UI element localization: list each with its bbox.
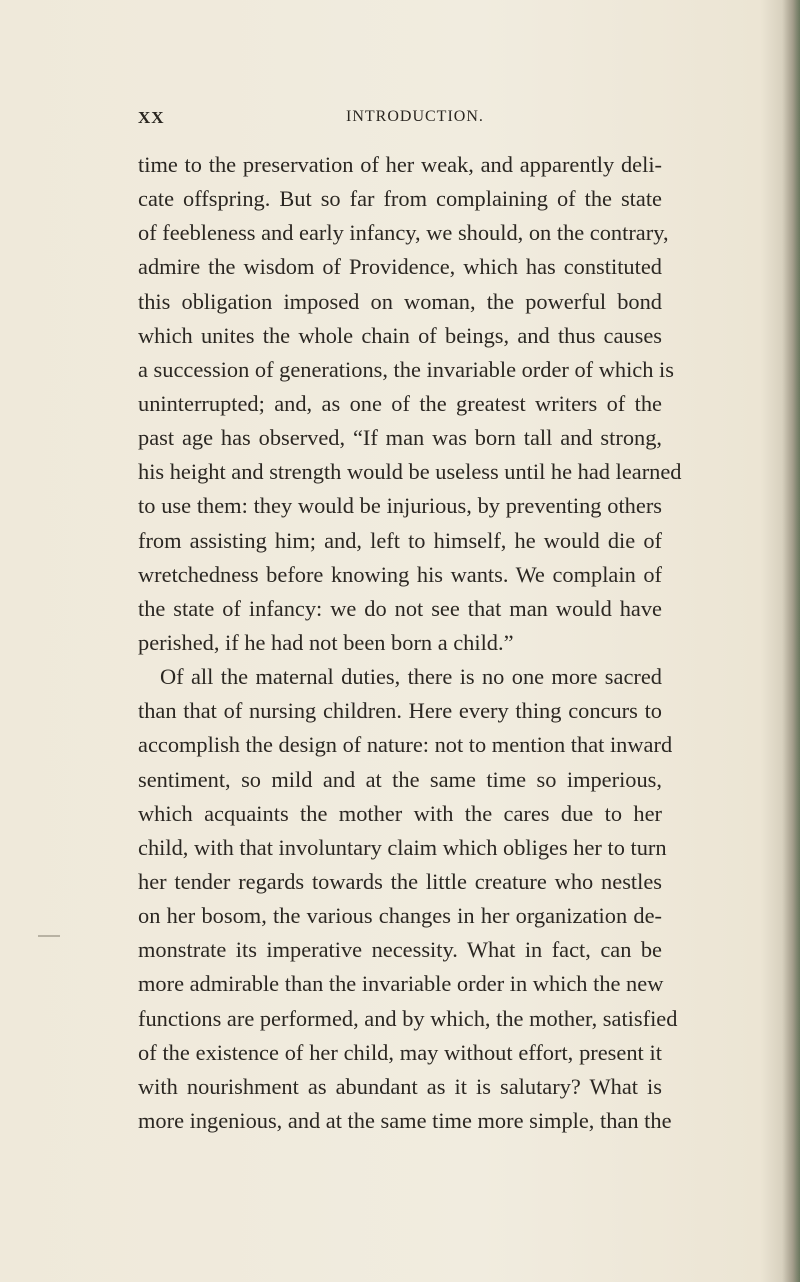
text-line: of the existence of her child, may without effort, present it [138,1039,662,1065]
paragraph-first-line: Of all the maternal duties, there is no one more sacred [160,664,662,690]
text-line: a succession of generations, the invariable order of which is [138,356,674,382]
text-line: wretchedness before knowing his wants. We complain of [138,561,662,587]
text-line: sentiment, so mild and at the same time so imperious, [138,766,662,792]
text-line: which unites the whole chain of beings, and thus causes [138,322,662,348]
text-line: the state of infancy: we do not see that man would have [138,595,662,621]
text-line: to use them: they would be injurious, by preventing others [138,493,662,519]
text-line: from assisting him; and, left to himself, he would die of [138,527,662,553]
text-line: functions are performed, and by which, the mother, satisfied [138,1005,678,1031]
page-mark [38,935,60,937]
text-line: time to the preservation of her weak, and apparently deli- [138,152,662,177]
text-line: cate offspring. But so far from complaining of the state [138,186,662,212]
text-line: with nourishment as abundant as it is salutary? What is [138,1073,662,1099]
text-line: child, with that involuntary claim which obliges her to turn [138,834,667,860]
text-line: admire the wisdom of Providence, which has constituted [138,254,662,280]
text-line: past age has observed, “If man was born tall and strong, [138,425,662,451]
text-line: accomplish the design of nature: not to mention that inward [138,732,673,758]
text-line: uninterrupted; and, as one of the greatest writers of the [138,390,662,416]
body-text [138,148,682,1138]
text-line: this obligation imposed on woman, the powerful bond [138,288,662,314]
text-line: of feebleness and early infancy, we should, on the contrary, [138,220,669,246]
running-head: INTRODUCTION. [346,108,484,125]
text-line: his height and strength would be useless until he had learned [138,459,682,485]
page-number: XX [138,108,165,127]
text-line: than that of nursing children. Here every thing concurs to [138,698,662,724]
paragraph-last-line: perished, if he had not been born a child.” [138,629,514,655]
text-line: on her bosom, the various changes in her organization de- [138,903,662,929]
text-line: her tender regards towards the little creature who nestles [138,868,662,894]
text-line: which acquaints the mother with the cares due to her [138,800,662,826]
text-line: more ingenious, and at the same time more simple, than the [138,1107,672,1133]
page-header [138,108,658,138]
text-line: monstrate its imperative necessity. What in fact, can be [138,937,662,963]
text-line: more admirable than the invariable order in which the new [138,971,664,997]
page-edge-shadow [782,0,800,1282]
